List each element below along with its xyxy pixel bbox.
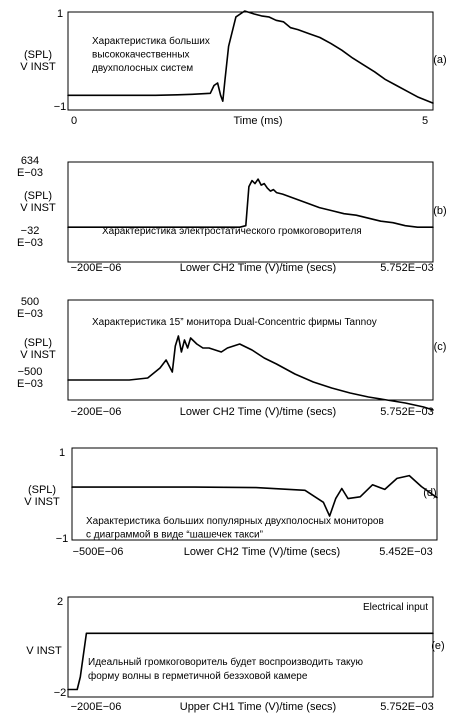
response-waveform (72, 476, 437, 516)
panel-caption: Характеристика электростатического громкоговорителя (102, 226, 362, 237)
x-tick-label-end: 5.752E−03 (380, 406, 434, 418)
y-tick-label-top: E−03 (17, 167, 43, 179)
y-tick-label-top: E−03 (17, 308, 43, 320)
panel-caption: Характеристика 15” монитора Dual-Concentric фирмы Tannoy (92, 317, 377, 328)
x-axis-label: Time (ms) (233, 115, 283, 127)
panel-caption: Характеристика больших популярных двухполосных мониторов (86, 516, 384, 527)
panel-a (20, 8, 446, 127)
panel-c (17, 296, 446, 418)
panel-tag: (a) (433, 54, 447, 66)
x-tick-label-end: 5.752E−03 (380, 262, 434, 274)
panel-caption: высококачественных (92, 49, 190, 61)
y-axis-label: V INST (20, 61, 56, 73)
panel-caption: с диаграммой в виде “шашечек такси” (86, 529, 263, 541)
y-axis-label: V INST (26, 645, 62, 657)
y-tick-label-bottom: −2 (53, 687, 67, 699)
y-axis-label: (SPL) (27, 484, 57, 496)
y-tick-label-top: 1 (58, 447, 66, 459)
panel-tag: (e) (431, 640, 445, 652)
y-tick-label-bottom: −500 (17, 366, 43, 378)
y-tick-label-top: 500 (20, 296, 40, 308)
x-tick-label-start: −200E−06 (70, 262, 122, 274)
panel-e (26, 596, 444, 713)
response-waveform (68, 179, 433, 227)
y-tick-label-top: 1 (56, 8, 64, 20)
y-axis-label: V INST (24, 496, 60, 508)
y-tick-label-bottom: −1 (53, 101, 67, 113)
y-axis-label: V INST (20, 349, 56, 361)
panel-tag: (b) (433, 205, 447, 217)
x-tick-label-end: 5.452E−03 (379, 546, 433, 558)
y-axis-label: (SPL) (23, 190, 53, 202)
y-tick-label-bottom: E−03 (17, 378, 43, 390)
panel-tag: (d) (423, 487, 437, 499)
x-tick-label-start: 0 (70, 115, 78, 127)
response-waveform (68, 336, 433, 410)
x-tick-label-start: −200E−06 (70, 701, 122, 713)
y-tick-label-bottom: −1 (55, 533, 69, 545)
panel-caption: Характеристика больших (92, 36, 210, 47)
x-tick-label-end: 5 (421, 115, 429, 127)
panel-b (17, 155, 447, 274)
y-tick-label-bottom: E−03 (17, 237, 43, 249)
x-axis-label: Lower CH2 Time (V)/time (secs) (183, 546, 341, 558)
x-axis-label: Upper CH1 Time (V)/time (secs) (179, 701, 337, 713)
y-axis-label: (SPL) (23, 49, 53, 61)
x-tick-label-start: −200E−06 (70, 406, 122, 418)
x-axis-label: Lower CH2 Time (V)/time (secs) (179, 262, 337, 274)
panel-caption: Идеальный громкоговоритель будет воспроизводить такую (88, 657, 363, 668)
x-tick-label-start: −500E−06 (72, 546, 124, 558)
panel-tag: (c) (433, 341, 447, 353)
panel-caption: форму волны в герметичной безэховой камере (88, 671, 308, 682)
y-axis-label: (SPL) (23, 337, 53, 349)
y-tick-label-bottom: −32 (20, 225, 40, 237)
panel-caption: двухполосных систем (92, 63, 194, 74)
y-tick-label-top: 634 (20, 155, 40, 167)
panel-d (24, 447, 437, 558)
x-axis-label: Lower CH2 Time (V)/time (secs) (179, 406, 337, 418)
y-tick-label-top: 2 (56, 596, 64, 608)
plot-frame (68, 162, 433, 262)
legend-label: Electrical input (362, 602, 428, 613)
x-tick-label-end: 5.752E−03 (380, 701, 434, 713)
y-axis-label: V INST (20, 202, 56, 214)
